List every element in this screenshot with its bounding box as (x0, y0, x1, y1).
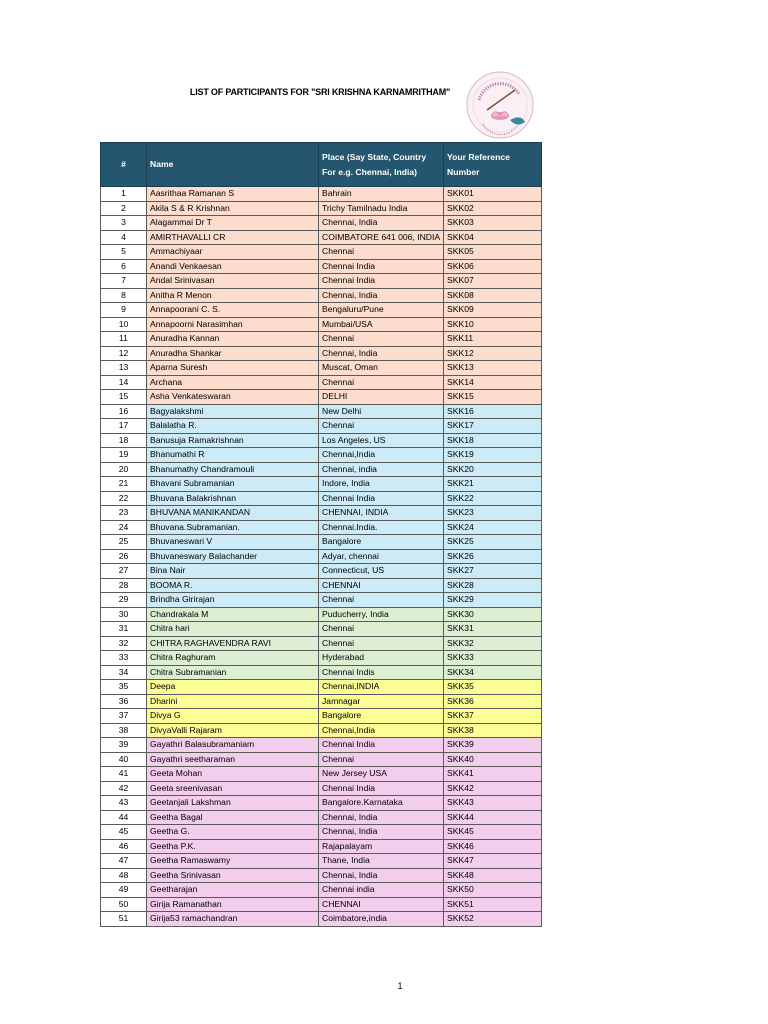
participant-name: Aasrithaa Ramanan S (147, 187, 319, 202)
reference-number: SKK40 (444, 752, 542, 767)
participant-name: Deepa (147, 680, 319, 695)
table-row (101, 230, 542, 245)
participant-name: BHUVANA MANIKANDAN (147, 506, 319, 521)
participant-name: Bhuvaneswari V (147, 535, 319, 550)
table-row (101, 346, 542, 361)
row-number: 50 (101, 897, 147, 912)
reference-number: SKK21 (444, 477, 542, 492)
reference-number: SKK47 (444, 854, 542, 869)
table-row (101, 665, 542, 680)
participant-place: Bangalore.Karnataka (319, 796, 444, 811)
reference-number: SKK25 (444, 535, 542, 550)
participant-place: Chennai (319, 375, 444, 390)
table-row (101, 404, 542, 419)
table-row (101, 694, 542, 709)
row-number: 27 (101, 564, 147, 579)
reference-number: SKK39 (444, 738, 542, 753)
row-number: 40 (101, 752, 147, 767)
row-number: 6 (101, 259, 147, 274)
row-number: 16 (101, 404, 147, 419)
participant-place: Rajapalayam (319, 839, 444, 854)
table-row (101, 535, 542, 550)
participant-name: Geetha Bagal (147, 810, 319, 825)
participant-name: Archana (147, 375, 319, 390)
participant-name: Chandrakala M (147, 607, 319, 622)
header-name: Name (147, 143, 319, 187)
participant-place: Puducherry, India (319, 607, 444, 622)
participant-name: Brindha Girirajan (147, 593, 319, 608)
participant-place: Chennai, India (319, 216, 444, 231)
participant-name: Geetanjali Lakshman (147, 796, 319, 811)
participant-name: Dharini (147, 694, 319, 709)
header-number: # (101, 143, 147, 187)
reference-number: SKK05 (444, 245, 542, 260)
reference-number: SKK24 (444, 520, 542, 535)
participant-place: CHENNAI (319, 897, 444, 912)
header-place: Place (Say State, Country For e.g. Chennai, India) (319, 143, 444, 187)
participant-place: Chennai India (319, 738, 444, 753)
table-row (101, 622, 542, 637)
participant-place: Adyar, chennai (319, 549, 444, 564)
reference-number: SKK23 (444, 506, 542, 521)
participant-place: Los Angeles, US (319, 433, 444, 448)
reference-number: SKK30 (444, 607, 542, 622)
table-row (101, 868, 542, 883)
reference-number: SKK09 (444, 303, 542, 318)
participant-place: Chennai (319, 419, 444, 434)
row-number: 18 (101, 433, 147, 448)
table-row (101, 288, 542, 303)
participant-place: Bahrain (319, 187, 444, 202)
row-number: 37 (101, 709, 147, 724)
reference-number: SKK28 (444, 578, 542, 593)
table-row (101, 636, 542, 651)
reference-number: SKK52 (444, 912, 542, 927)
participant-place: Chennai India (319, 781, 444, 796)
participants-table (100, 142, 542, 927)
row-number: 8 (101, 288, 147, 303)
participant-place: Chennai, India (319, 288, 444, 303)
reference-number: SKK38 (444, 723, 542, 738)
participant-place: Chennai (319, 636, 444, 651)
participant-place: Chennai (319, 752, 444, 767)
participant-name: Balalatha R. (147, 419, 319, 434)
row-number: 13 (101, 361, 147, 376)
reference-number: SKK19 (444, 448, 542, 463)
table-row (101, 549, 542, 564)
reference-number: SKK48 (444, 868, 542, 883)
participant-name: Geeta sreenivasan (147, 781, 319, 796)
row-number: 10 (101, 317, 147, 332)
participant-place: COIMBATORE 641 006, INDIA (319, 230, 444, 245)
participant-place: Chennai India (319, 491, 444, 506)
reference-number: SKK03 (444, 216, 542, 231)
reference-number: SKK22 (444, 491, 542, 506)
participant-place: Chennai, India (319, 810, 444, 825)
table-row (101, 317, 542, 332)
participant-name: Anuradha Shankar (147, 346, 319, 361)
reference-number: SKK46 (444, 839, 542, 854)
participant-name: Anuradha Kannan (147, 332, 319, 347)
participant-place: DELHI (319, 390, 444, 405)
participant-place: Chennai India (319, 274, 444, 289)
participant-place: New Jersey USA (319, 767, 444, 782)
table-row (101, 491, 542, 506)
table-row (101, 216, 542, 231)
table-row (101, 607, 542, 622)
reference-number: SKK13 (444, 361, 542, 376)
reference-number: SKK15 (444, 390, 542, 405)
table-row (101, 680, 542, 695)
participant-place: New Delhi (319, 404, 444, 419)
reference-number: SKK12 (444, 346, 542, 361)
participant-place: Chennai, India (319, 346, 444, 361)
table-row (101, 245, 542, 260)
participant-name: AMIRTHAVALLI CR (147, 230, 319, 245)
reference-number: SKK14 (444, 375, 542, 390)
reference-number: SKK20 (444, 462, 542, 477)
table-row (101, 274, 542, 289)
participant-name: Annapoorni Narasimhan (147, 317, 319, 332)
table-row (101, 259, 542, 274)
reference-number: SKK08 (444, 288, 542, 303)
table-row (101, 448, 542, 463)
participant-place: Hyderabad (319, 651, 444, 666)
reference-number: SKK06 (444, 259, 542, 274)
row-number: 51 (101, 912, 147, 927)
row-number: 33 (101, 651, 147, 666)
reference-number: SKK51 (444, 897, 542, 912)
row-number: 1 (101, 187, 147, 202)
row-number: 14 (101, 375, 147, 390)
participant-place: CHENNAI, INDIA (319, 506, 444, 521)
participant-place: CHENNAI (319, 578, 444, 593)
table-row (101, 825, 542, 840)
page-number: 1 (397, 981, 403, 991)
row-number: 24 (101, 520, 147, 535)
participant-place: Chennai, india (319, 462, 444, 477)
participant-name: Bhanumathi R (147, 448, 319, 463)
participant-name: Divya G (147, 709, 319, 724)
participant-name: Geetha P.K. (147, 839, 319, 854)
table-row (101, 506, 542, 521)
participant-place: Chennai India (319, 259, 444, 274)
row-number: 28 (101, 578, 147, 593)
row-number: 32 (101, 636, 147, 651)
reference-number: SKK36 (444, 694, 542, 709)
row-number: 34 (101, 665, 147, 680)
reference-number: SKK17 (444, 419, 542, 434)
table-row (101, 912, 542, 927)
participant-name: Bina Nair (147, 564, 319, 579)
participant-name: Girija53 ramachandran (147, 912, 319, 927)
row-number: 38 (101, 723, 147, 738)
participant-place: Chennai,India (319, 723, 444, 738)
participant-name: Geetha Ramaswamy (147, 854, 319, 869)
row-number: 22 (101, 491, 147, 506)
participant-place: Connecticut, US (319, 564, 444, 579)
row-number: 19 (101, 448, 147, 463)
reference-number: SKK50 (444, 883, 542, 898)
reference-number: SKK29 (444, 593, 542, 608)
row-number: 23 (101, 506, 147, 521)
table-row (101, 201, 542, 216)
participant-name: Anandi Venkaesan (147, 259, 319, 274)
table-body (101, 187, 542, 927)
table-row (101, 419, 542, 434)
reference-number: SKK32 (444, 636, 542, 651)
reference-number: SKK37 (444, 709, 542, 724)
reference-number: SKK04 (444, 230, 542, 245)
row-number: 20 (101, 462, 147, 477)
row-number: 49 (101, 883, 147, 898)
table-row (101, 520, 542, 535)
table-row (101, 883, 542, 898)
participant-place: Bangalore (319, 709, 444, 724)
table-row (101, 738, 542, 753)
table-row (101, 767, 542, 782)
participant-name: Bhanumathy Chandramouli (147, 462, 319, 477)
reference-number: SKK43 (444, 796, 542, 811)
participant-place: Chennai, India (319, 825, 444, 840)
participant-name: Geetha G. (147, 825, 319, 840)
table-row (101, 361, 542, 376)
row-number: 48 (101, 868, 147, 883)
table-row (101, 839, 542, 854)
participant-name: Geeta Mohan (147, 767, 319, 782)
participant-name: DivyaValli Rajaram (147, 723, 319, 738)
row-number: 30 (101, 607, 147, 622)
table-row (101, 709, 542, 724)
table-row (101, 897, 542, 912)
row-number: 41 (101, 767, 147, 782)
event-logo (465, 70, 535, 140)
reference-number: SKK10 (444, 317, 542, 332)
reference-number: SKK27 (444, 564, 542, 579)
reference-number: SKK45 (444, 825, 542, 840)
participant-name: Gayathri seetharaman (147, 752, 319, 767)
participant-place: Chennai (319, 245, 444, 260)
row-number: 21 (101, 477, 147, 492)
participant-place: Chennai,INDIA (319, 680, 444, 695)
participant-name: Chitra hari (147, 622, 319, 637)
reference-number: SKK01 (444, 187, 542, 202)
table-row (101, 810, 542, 825)
participant-place: Thane, India (319, 854, 444, 869)
participant-name: Bhuvana.Subramanian. (147, 520, 319, 535)
reference-number: SKK31 (444, 622, 542, 637)
reference-number: SKK34 (444, 665, 542, 680)
row-number: 3 (101, 216, 147, 231)
participant-name: BOOMA R. (147, 578, 319, 593)
row-number: 46 (101, 839, 147, 854)
participant-place: Trichy Tamilnadu India (319, 201, 444, 216)
reference-number: SKK07 (444, 274, 542, 289)
participant-name: Geetha Srinivasan (147, 868, 319, 883)
participant-name: Andal Srinivasan (147, 274, 319, 289)
table-row (101, 462, 542, 477)
row-number: 35 (101, 680, 147, 695)
table-row (101, 796, 542, 811)
table-row (101, 564, 542, 579)
participant-place: Chennai (319, 332, 444, 347)
participant-name: Aparna Suresh (147, 361, 319, 376)
row-number: 39 (101, 738, 147, 753)
participant-name: Bhavani Subramanian (147, 477, 319, 492)
row-number: 26 (101, 549, 147, 564)
row-number: 31 (101, 622, 147, 637)
row-number: 47 (101, 854, 147, 869)
reference-number: SKK33 (444, 651, 542, 666)
participant-place: Chennai (319, 593, 444, 608)
table-row (101, 651, 542, 666)
table-row (101, 433, 542, 448)
reference-number: SKK26 (444, 549, 542, 564)
table-row (101, 375, 542, 390)
table-row (101, 578, 542, 593)
participant-place: Indore, India (319, 477, 444, 492)
participant-place: Jamnagar (319, 694, 444, 709)
table-row (101, 723, 542, 738)
reference-number: SKK18 (444, 433, 542, 448)
participant-place: Bangalore (319, 535, 444, 550)
participant-name: Ammachiyaar (147, 245, 319, 260)
participant-name: Girija Ramanathan (147, 897, 319, 912)
row-number: 25 (101, 535, 147, 550)
participant-name: Chitra Raghuram (147, 651, 319, 666)
participant-name: Gayathri Balasubramaniam (147, 738, 319, 753)
document-title: LIST OF PARTICIPANTS FOR "SRI KRISHNA KARNAMRITHAM" (189, 87, 451, 97)
row-number: 44 (101, 810, 147, 825)
table-row (101, 187, 542, 202)
table-row (101, 332, 542, 347)
participant-place: Chennai.India. (319, 520, 444, 535)
participant-place: Muscat, Oman (319, 361, 444, 376)
participant-place: Chennai, India (319, 868, 444, 883)
row-number: 9 (101, 303, 147, 318)
row-number: 4 (101, 230, 147, 245)
reference-number: SKK44 (444, 810, 542, 825)
table-row (101, 390, 542, 405)
participant-name: Alagammai Dr T (147, 216, 319, 231)
row-number: 17 (101, 419, 147, 434)
participant-place: Chennai (319, 622, 444, 637)
table-row (101, 752, 542, 767)
row-number: 5 (101, 245, 147, 260)
participant-name: Asha Venkateswaran (147, 390, 319, 405)
participant-name: Bagyalakshmi (147, 404, 319, 419)
row-number: 2 (101, 201, 147, 216)
table-row (101, 781, 542, 796)
row-number: 42 (101, 781, 147, 796)
table-row (101, 303, 542, 318)
participant-name: Banusuja Ramakrishnan (147, 433, 319, 448)
participant-name: Akila S & R Krishnan (147, 201, 319, 216)
participant-name: Bhuvaneswary Balachander (147, 549, 319, 564)
row-number: 36 (101, 694, 147, 709)
table-row (101, 477, 542, 492)
participant-name: Geetharajan (147, 883, 319, 898)
row-number: 12 (101, 346, 147, 361)
participant-place: Mumbai/USA (319, 317, 444, 332)
participant-place: Coimbatore,india (319, 912, 444, 927)
participant-name: CHITRA RAGHAVENDRA RAVI (147, 636, 319, 651)
row-number: 11 (101, 332, 147, 347)
reference-number: SKK11 (444, 332, 542, 347)
reference-number: SKK42 (444, 781, 542, 796)
participant-name: Bhuvana Balakrishnan (147, 491, 319, 506)
participant-place: Bengaluru/Pune (319, 303, 444, 318)
row-number: 45 (101, 825, 147, 840)
row-number: 7 (101, 274, 147, 289)
reference-number: SKK35 (444, 680, 542, 695)
row-number: 29 (101, 593, 147, 608)
header-reference: Your Reference Number (444, 143, 542, 187)
participant-name: Chitra Subramanian (147, 665, 319, 680)
table-row (101, 593, 542, 608)
reference-number: SKK41 (444, 767, 542, 782)
reference-number: SKK02 (444, 201, 542, 216)
participant-name: Annapoorani C. S. (147, 303, 319, 318)
participant-place: Chennai,India (319, 448, 444, 463)
table-header-row (101, 143, 542, 187)
table-row (101, 854, 542, 869)
row-number: 15 (101, 390, 147, 405)
participant-name: Anitha R Menon (147, 288, 319, 303)
participant-place: Chennai Indis (319, 665, 444, 680)
row-number: 43 (101, 796, 147, 811)
reference-number: SKK16 (444, 404, 542, 419)
krishna-logo-icon (465, 70, 535, 140)
participant-place: Chennai india (319, 883, 444, 898)
